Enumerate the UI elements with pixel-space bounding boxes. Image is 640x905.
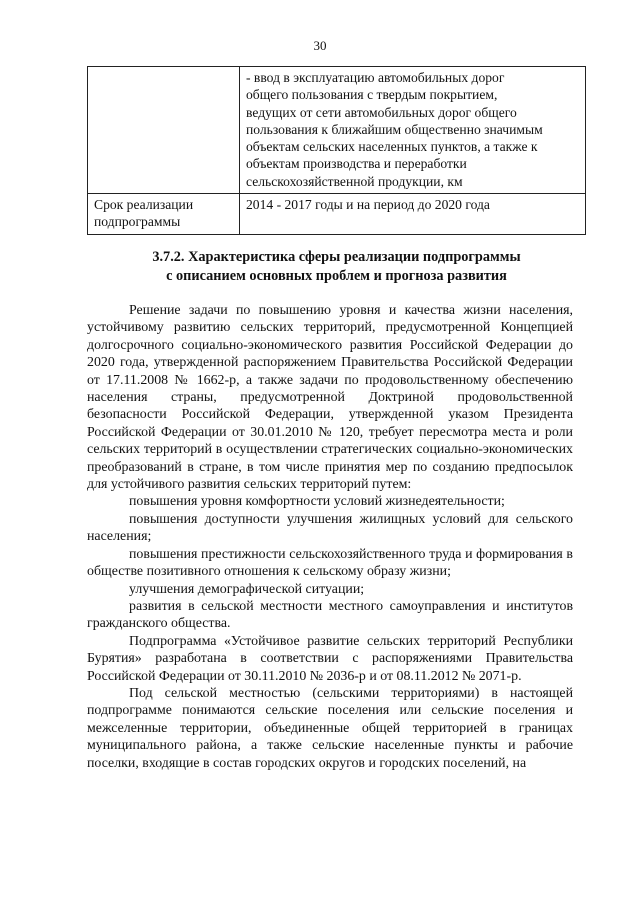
table-cell-value xyxy=(240,194,586,235)
cell-line: - ввод в эксплуатацию автомобильных дорог xyxy=(246,70,505,85)
paragraph: повышения уровня комфортности условий жизнедеятельности; xyxy=(129,494,505,510)
cell-line: объектам производства и переработки xyxy=(246,156,467,172)
table-cell-label xyxy=(88,194,240,235)
paragraph: Подпрограмма «Устойчивое развитие сельских территорий Республики Бурятия» разработана в соответствии с распоряжениями Правительства Российской Федерации от 30.11.2010 № 2036-р и от 08.11.2012 № 2071-р. xyxy=(87,633,573,684)
cell-line: объектам сельских населенных пунктов, а также к xyxy=(246,139,538,155)
paragraph: развития в сельской местности местного самоуправления и институтов гражданского общества. xyxy=(87,598,573,632)
cell-line: сельскохозяйственной продукции, км xyxy=(246,173,463,189)
heading-line: с описанием основных проблем и прогноза развития xyxy=(166,268,507,284)
heading-line: 3.7.2. Характеристика сферы реализации подпрограммы xyxy=(152,249,521,265)
cell-line: 2014 - 2017 годы и на период до 2020 года xyxy=(246,197,490,213)
paragraph: улучшения демографической ситуации; xyxy=(129,581,365,597)
cell-line: пользования к ближайшим общественно значимым xyxy=(246,121,543,137)
cell-line: общего пользования с твердым покрытием, xyxy=(246,87,498,103)
table-row xyxy=(88,194,586,235)
paragraph: Решение задачи по повышению уровня и качества жизни населения, устойчивому развитию сельских территорий, предусмотренной Концепцией долгосрочного социально-экономического развития Российской Федерации до 2020 года, утвержденной распоряжением Правительства Российской Федерации от 17.11.2008 № 1662-р, а также задачи по продовольственному обеспечению населения страны, предусмотренной Доктриной продовольственной безопасности Российской Федерации, утвержденной указом Президента Российской Федерации от 30.01.2010 № 120, требует пересмотра места и роли сельских территорий в осуществлении стратегических социально-экономических преобразований в стране, в том числе принятия мер по созданию предпосылок для устойчивого развития сельских территорий путем: xyxy=(87,303,573,493)
subprogram-passport-table xyxy=(87,66,586,235)
table-cell-value xyxy=(240,67,586,194)
cell-line: ведущих от сети автомобильных дорог общего xyxy=(246,104,517,120)
paragraph: Под сельской местностью (сельскими территориями) в настоящей подпрограмме понимаются сельские поселения или сельские поселения и межселенные территории, объединенные общей территорией в границах муниципального района, а также сельские населенные пункты и рабочие поселки, входящие в состав городских округов и городских поселений, на xyxy=(87,685,573,771)
paragraph: повышения престижности сельскохозяйственного труда и формирования в обществе позитивного отношения к сельскому образу жизни; xyxy=(87,546,573,580)
table-cell-label xyxy=(88,67,240,194)
page-number: 30 xyxy=(313,38,327,53)
cell-line: подпрограммы xyxy=(94,214,181,230)
section-body xyxy=(87,302,573,772)
cell-line: Срок реализации xyxy=(94,197,194,213)
paragraph: повышения доступности улучшения жилищных условий для сельского населения; xyxy=(87,511,573,545)
table-row xyxy=(88,67,586,194)
section-heading xyxy=(87,248,586,286)
